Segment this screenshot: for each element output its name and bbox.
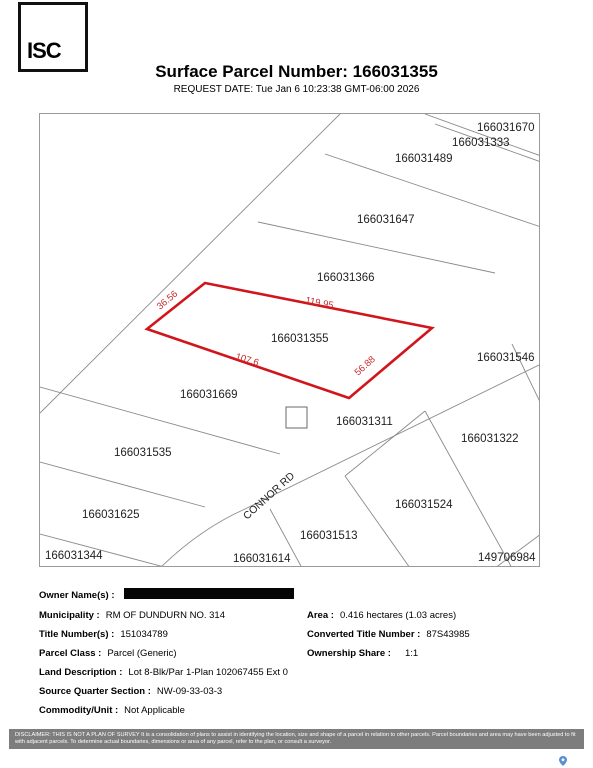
- land-description-label: Land Description :: [39, 667, 123, 678]
- parcel-label: 166031513: [300, 530, 358, 542]
- parcel-label: 166031669: [180, 389, 238, 401]
- map-marker-square: [286, 407, 307, 428]
- converted-title-value: 87S43985: [426, 629, 470, 640]
- parcel-label: 166031333: [452, 137, 510, 149]
- commodity-value: Not Applicable: [124, 705, 185, 716]
- parcel-class-value: Parcel (Generic): [107, 648, 177, 659]
- area-value: 0.416 hectares (1.03 acres): [339, 610, 457, 621]
- owner-label: Owner Name(s) :: [39, 590, 115, 601]
- owner-redaction: [124, 588, 294, 599]
- commodity-label: Commodity/Unit :: [39, 705, 119, 716]
- parcel-label: 166031546: [477, 352, 535, 364]
- title-row: [39, 629, 168, 640]
- dimension-label: 56.88: [352, 354, 378, 379]
- parcel-label: 166031489: [395, 153, 453, 165]
- municipality-row: [39, 610, 225, 621]
- boundary-line: [40, 387, 280, 454]
- municipality-value: RM OF DUNDURN NO. 314: [105, 610, 225, 621]
- source-quarter-row: [39, 686, 222, 697]
- map-pin-icon-svg: [559, 756, 567, 766]
- ownership-row: [307, 648, 418, 659]
- map-pin-icon[interactable]: [559, 756, 567, 768]
- road-label: CONNOR RD: [240, 469, 298, 523]
- parcel-map[interactable]: [39, 113, 540, 567]
- parcel-label: 166031625: [82, 509, 140, 521]
- logo-text: ISC: [27, 38, 61, 63]
- dimension-label: 107.6: [234, 351, 261, 369]
- request-date: REQUEST DATE: Tue Jan 6 10:23:38 GMT-06:00 2026: [173, 84, 420, 95]
- parcel-label-subject: 166031355: [271, 333, 329, 345]
- ownership-share-label: Ownership Share :: [307, 648, 391, 659]
- land-description-value: Lot 8-Blk/Par 1-Plan 102067455 Ext 0: [128, 667, 288, 678]
- parcel-label: 166031524: [395, 499, 453, 511]
- parcel-label: 149706984: [478, 552, 536, 564]
- land-description-row: [39, 667, 288, 678]
- dimension-label: 36.56: [154, 288, 181, 313]
- parcel-label: 166031670: [477, 122, 535, 134]
- class-row: [39, 648, 177, 659]
- source-quarter-label: Source Quarter Section :: [39, 686, 151, 697]
- converted-title-label: Converted Title Number :: [307, 629, 421, 640]
- title-value: 151034789: [120, 629, 168, 640]
- title-label: Title Number(s) :: [39, 629, 115, 640]
- parcel-label: 166031614: [233, 553, 291, 565]
- owner-row: [39, 590, 115, 601]
- boundary-line: [258, 222, 495, 273]
- area-row: [307, 610, 456, 621]
- road-edge-upper: [40, 114, 340, 413]
- boundary-line: [425, 114, 540, 156]
- municipality-label: Municipality :: [39, 610, 100, 621]
- boundary-line: [345, 476, 410, 567]
- ownership-share-value: 1:1: [404, 648, 419, 659]
- parcel-label: 166031535: [114, 447, 172, 459]
- disclaimer: DISCLAIMER: THIS IS NOT A PLAN OF SURVEY It is a consolidation of plans to assist in identifying the location, size and shape of a parcel in relation to other parcels. Parcel boundaries and area may have been adjusted to fit with adjacent parcels. To determine actual boundaries, dimensions or area of any parcel, refer to the plan, or consult a surveyor.: [9, 729, 584, 749]
- parcel-map-svg: [40, 114, 540, 567]
- converted-title-row: [307, 629, 470, 640]
- parcel-label: 166031366: [317, 272, 375, 284]
- parcel-label: 166031647: [357, 214, 415, 226]
- parcel-label: 166031344: [45, 550, 103, 562]
- page-title: Surface Parcel Number: 166031355: [155, 62, 438, 81]
- dimension-label: 119.95: [304, 295, 335, 312]
- source-quarter-value: NW-09-33-03-3: [156, 686, 223, 697]
- area-label: Area :: [307, 610, 334, 621]
- commodity-row: [39, 705, 185, 716]
- boundary-line: [40, 462, 205, 507]
- parcel-label: 166031311: [336, 416, 393, 428]
- parcel-label: 166031322: [461, 433, 519, 445]
- parcel-class-label: Parcel Class :: [39, 648, 102, 659]
